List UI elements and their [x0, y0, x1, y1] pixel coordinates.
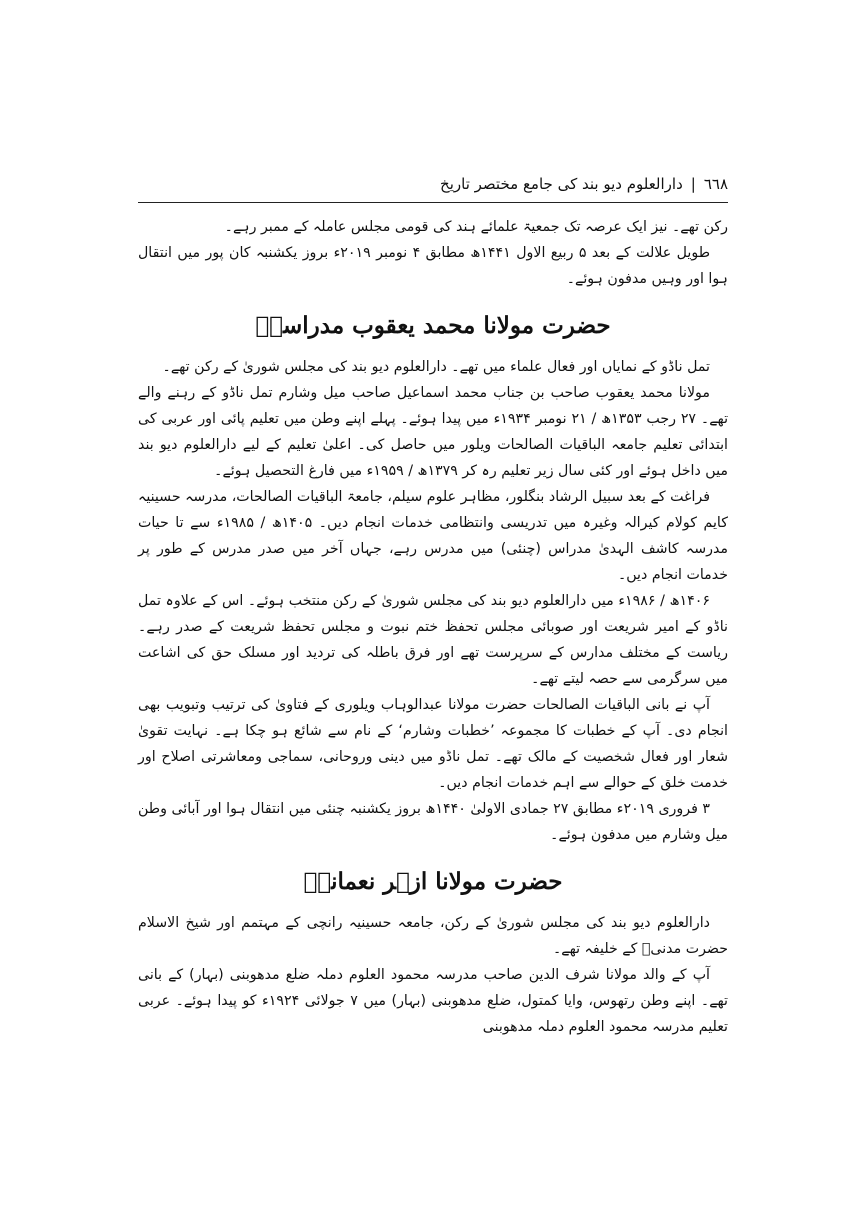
running-title: دارالعلوم دیو بند کی جامع مختصر تاریخ [440, 175, 683, 193]
paragraph: ۳ فروری ۲۰۱۹ء مطابق ۲۷ جمادی الاولیٰ ۱۴۴۰ھ بروز یکشنبہ چنئی میں انتقال ہوا اور آبائی وطن میل وشارم میں مدفون ہوئے۔ [138, 801, 728, 843]
paragraph: تمل ناڈو کے نمایاں اور فعال علماء میں تھے۔ دارالعلوم دیو بند کی مجلس شوریٰ کے رکن تھے۔ [162, 359, 710, 375]
section-heading: حضرت مولانا ازہر نعمانیؒ [303, 868, 563, 895]
page-body [138, 214, 728, 1040]
paragraph: مولانا محمد یعقوب صاحب بن جناب محمد اسماعیل صاحب میل وشارم تمل ناڈو کے رہنے والے تھے۔ ۲۷ رجب ۱۳۵۳ھ / ۲۱ نومبر ۱۹۳۴ء میں پیدا ہوئے۔ پہلے اپنے وطن میں تعلیم پائی اور عربی کی ابتدائی تعلیم جامعہ الباقیات الصالحات ویلور میں حاصل کی۔ اعلیٰ تعلیم کے لیے دارالعلوم دیو بند میں داخل ہوئے اور کئی سال زیر تعلیم رہ کر ۱۳۷۹ھ / ۱۹۵۹ء میں فارغ التحصیل ہوئے۔ [138, 385, 729, 479]
paragraph: رکن تھے۔ نیز ایک عرصہ تک جمعیۃ علمائے ہند کی قومی مجلس عاملہ کے ممبر رہے۔ [224, 219, 728, 235]
paragraph: آپ نے بانی الباقیات الصالحات حضرت مولانا عبدالوہاب ویلوری کے فتاویٰ کی ترتیب وتبویب بھی انجام دی۔ آپ کے خطبات کا مجموعہ ’خطبات وشارم‘ کے نام سے شائع ہو چکا ہے۔ نہایت تقویٰ شعار اور فعال شخصیت کے مالک تھے۔ تمل ناڈو میں دینی وروحانی، سماجی ومعاشرتی اصلاح اور خدمت خلق کے حوالے سے اہم خدمات انجام دیں۔ [138, 697, 728, 791]
section-heading: حضرت مولانا محمد یعقوب مدراسیؒ [255, 312, 611, 339]
header-rule [138, 202, 728, 203]
page-header [138, 170, 728, 198]
page-number: ٦٦٨ [703, 175, 728, 193]
paragraph: ۱۴۰۶ھ / ۱۹۸۶ء میں دارالعلوم دیو بند کی مجلس شوریٰ کے رکن منتخب ہوئے۔ اس کے علاوہ تمل ناڈو کے امیر شریعت اور صوبائی مجلس تحفظ ختم نبوت و مجلس تحفظ شریعت کے صدر رہے۔ ریاست کے مختلف مدارس کے سرپرست تھے اور فرق باطلہ کی تردید اور مسلک حق کی اشاعت میں سرگرمی سے حصہ لیتے تھے۔ [138, 593, 728, 687]
paragraph: فراغت کے بعد سبیل الرشاد بنگلور، مظاہر علوم سیلم، جامعۃ الباقیات الصالحات، مدرسہ حسینیہ کایم کولام کیرالہ وغیرہ میں تدریسی وانتظامی خدمات انجام دیں۔ ۱۴۰۵ھ / ۱۹۸۵ء سے تا حیات مدرسہ کاشف الہدیٰ مدراس (چنئی) میں مدرس رہے، جہاں آخر میں صدر مدرس کے طور پر خدمات انجام دیں۔ [138, 489, 728, 583]
paragraph: دارالعلوم دیو بند کی مجلس شوریٰ کے رکن، جامعہ حسینیہ رانچی کے مہتمم اور شیخ الاسلام حضرت مدنیؒ کے خلیفہ تھے۔ [138, 915, 728, 957]
header-separator: | [690, 175, 696, 193]
paragraph: طویل علالت کے بعد ۵ ربیع الاول ۱۴۴۱ھ مطابق ۴ نومبر ۲۰۱۹ء بروز یکشنبہ کان پور میں انتقال ہوا اور وہیں مدفون ہوئے۔ [138, 245, 728, 287]
paragraph: آپ کے والد مولانا شرف الدین صاحب مدرسہ محمود العلوم دملہ ضلع مدھوبنی (بہار) کے بانی تھے۔ اپنے وطن رتھوس، وایا کمتول، ضلع مدھوبنی (بہار) میں ۷ جولائی ۱۹۲۴ء کو پیدا ہوئے۔ عربی تعلیم مدرسہ محمود العلوم دملہ مدھوبنی [138, 967, 728, 1035]
